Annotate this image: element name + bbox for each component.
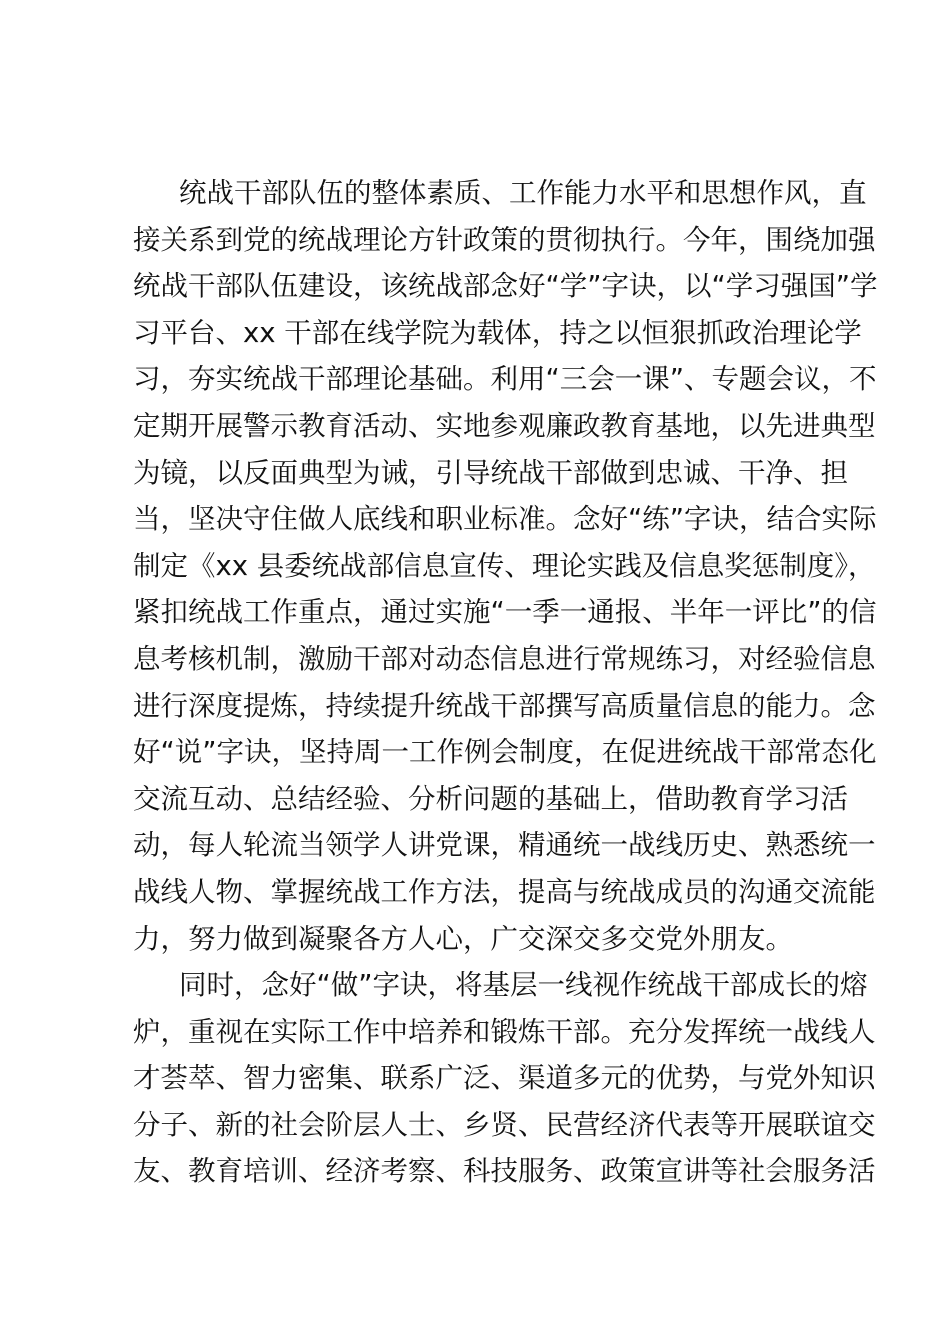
text-line: 才荟萃、智力密集、联系广泛、渠道多元的优势，与党外知识 bbox=[133, 1062, 876, 1095]
text-line: 习平台、xx 干部在线学院为载体，持之以恒狠抓政治理论学 bbox=[133, 316, 862, 349]
text-line: 习，夯实统战干部理论基础。利用“三会一课”、专题会议，不 bbox=[133, 363, 877, 396]
text-line: 统战干部队伍的整体素质、工作能力水平和思想作风，直 bbox=[179, 177, 867, 209]
text-line: 交流互动、总结经验、分析问题的基础上，借助教育学习活 bbox=[133, 782, 848, 815]
text-line: 分子、新的社会阶层人士、乡贤、民营经济代表等开展联谊交 bbox=[133, 1108, 876, 1141]
text-line: 紧扣统战工作重点，通过实施“一季一通报、半年一评比”的信 bbox=[133, 596, 877, 629]
text-line: 好“说”字诀，坚持周一工作例会制度，在促进统战干部常态化 bbox=[133, 736, 877, 769]
text-line: 息考核机制，激励干部对动态信息进行常规练习，对经验信息 bbox=[133, 642, 876, 675]
paragraph-2 bbox=[133, 962, 876, 1195]
text-line: 统战干部队伍建设，该统战部念好“学”字诀，以“学习强国”学 bbox=[133, 270, 878, 303]
text-line: 动，每人轮流当领学人讲党课，精通统一战线历史、熟悉统一 bbox=[133, 829, 876, 862]
text-line: 战线人物、掌握统战工作方法，提高与统战成员的沟通交流能 bbox=[133, 875, 876, 908]
text-line: 制定《xx 县委统战部信息宣传、理论实践及信息奖惩制度》， bbox=[133, 549, 876, 582]
text-line: 炉，重视在实际工作中培养和锻炼干部。充分发挥统一战线人 bbox=[133, 1015, 876, 1048]
text-line: 定期开展警示教育活动、实地参观廉政教育基地，以先进典型 bbox=[133, 409, 876, 442]
paragraph-1 bbox=[133, 170, 878, 962]
text-line: 进行深度提炼，持续提升统战干部撰写高质量信息的能力。念 bbox=[133, 689, 876, 722]
text-line: 当，坚决守住做人底线和职业标准。念好“练”字诀，结合实际 bbox=[133, 503, 877, 536]
text-line: 接关系到党的统战理论方针政策的贯彻执行。今年，围绕加强 bbox=[133, 223, 876, 256]
text-line: 力，努力做到凝聚各方人心，广交深交多交党外朋友。 bbox=[133, 922, 793, 955]
text-line: 为镜，以反面典型为诫，引导统战干部做到忠诚、干净、担 bbox=[133, 456, 848, 489]
body-text bbox=[133, 170, 878, 1195]
text-line: 同时，念好“做”字诀，将基层一线视作统战干部成长的熔 bbox=[179, 969, 868, 1002]
text-line: 友、教育培训、经济考察、科技服务、政策宣讲等社会服务活 bbox=[133, 1155, 876, 1188]
